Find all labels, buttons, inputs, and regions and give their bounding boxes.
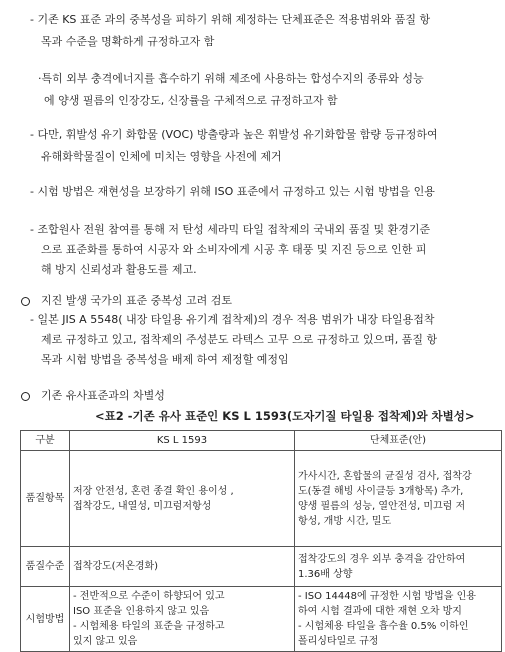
ks-cell (70, 547, 295, 587)
cell-line: 도(동결 해빙 사이클등 3개항목) 추가, (298, 485, 464, 497)
section-2-heading: 기존 유사표준과의 차별성 (41, 389, 165, 402)
cell-line: - 시험체용 타일을 흡수율 0.5% 이하인 (298, 621, 469, 632)
header-group-standard: 단체표준(안) (295, 431, 502, 451)
ks-cell (70, 587, 295, 652)
circle-bullet-icon (21, 392, 30, 401)
row-label: 시험방법 (21, 587, 70, 652)
bullet-2-line-2: 에 양생 필름의 인장강도, 신장률을 구체적으로 규정하고자 함 (44, 94, 338, 107)
table-row (21, 547, 502, 587)
cell-line: 접착강도(저온경화) (73, 561, 159, 572)
cell-line: 저장 안전성, 혼련 종결 확인 용이성 , (73, 485, 234, 497)
cell-line: 접착강도, 내열성, 미끄럼저항성 (73, 500, 212, 512)
table-caption: <표2 -기존 유사 표준인 KS L 1593(도자기질 타일용 접착제)와 차별성> (95, 409, 475, 423)
cell-line: 있지 않고 있음 (73, 636, 138, 647)
row-label: 품질항목 (21, 451, 70, 547)
row-label: 품질수준 (21, 547, 70, 587)
group-cell (295, 587, 502, 652)
cell-line: - ISO 14448에 규정한 시험 방법을 인용 (298, 591, 476, 602)
circle-bullet-icon (21, 297, 30, 306)
cell-line: - 시험체용 타일의 표준을 규정하고 (73, 621, 225, 632)
cell-line: 양생 필름의 성능, 열안전성, 미끄럼 저 (298, 500, 466, 512)
bullet-1-line-2: 목과 수준을 명확하게 규정하고자 함 (41, 35, 215, 48)
cell-line: 가사시간, 혼합물의 균질성 검사, 접착강 (298, 470, 472, 482)
group-cell (295, 451, 502, 547)
cell-line: 하여 시험 결과에 대한 재현 오차 방지 (298, 606, 462, 617)
section-1-line-1: - 일본 JIS A 5548( 내장 타일용 유기계 접착제)의 경우 적용 범위가 내장 타일용접착 (30, 313, 435, 326)
cell-line: ISO 표준을 인용하지 않고 있음 (73, 606, 210, 617)
cell-line: 접착강도의 경우 외부 충격을 감안하여 (298, 553, 466, 565)
bullet-5-line-1: - 조합원사 전원 참여를 통해 저 탄성 세라믹 타일 접착제의 국내외 품질 및 환경기준 (30, 223, 431, 236)
bullet-3-line-1: - 다만, 휘발성 유기 화합물 (VOC) 방출량과 높은 휘발성 유기화합물 함량 등규정하여 (30, 128, 438, 141)
comparison-table (20, 430, 502, 652)
header-category: 구분 (21, 431, 70, 451)
bullet-3-line-2: 유해화학물질이 인체에 미치는 영향을 사전에 제거 (41, 150, 282, 163)
section-1-heading: 지진 발생 국가의 표준 중복성 고려 검토 (41, 294, 232, 307)
bullet-2-line-1: ·특히 외부 충격에너지를 흡수하기 위해 제조에 사용하는 합성수지의 종류와 성능 (38, 72, 424, 85)
bullet-4-line-1: - 시험 방법은 재현성을 보장하기 위해 ISO 표준에서 규정하고 있는 시험 방법을 인용 (30, 185, 435, 198)
cell-line: 1.36배 상향 (298, 568, 353, 580)
bullet-5-line-2: 으로 표준화를 통하여 시공자 와 소비자에게 시공 후 태풍 및 지진 등으로 인한 피 (41, 243, 427, 256)
section-1-line-2: 제로 규정하고 있고, 접착제의 주성분도 라텍스 고무 으로 규정하고 있으며, 품질 항 (41, 333, 438, 346)
cell-line: - 전반적으로 수준이 하향되어 있고 (73, 591, 225, 602)
bullet-5-line-3: 해 방지 신뢰성과 활용도를 제고. (41, 263, 197, 276)
ks-cell (70, 451, 295, 547)
table-row (21, 587, 502, 652)
section-1-line-3: 목과 시험 방법을 중복성을 배제 하여 제정할 예정임 (41, 353, 289, 366)
cell-line: 항성, 개방 시간, 밀도 (298, 515, 392, 527)
table-header-row (21, 431, 502, 451)
table-row (21, 451, 502, 547)
bullet-1-line-1: - 기존 KS 표준 과의 중복성을 피하기 위해 제정하는 단체표준은 적용범위와 품질 항 (30, 13, 431, 26)
header-ks-standard: KS L 1593 (70, 431, 295, 451)
cell-line: 폴리싱타일로 규정 (298, 636, 379, 647)
group-cell (295, 547, 502, 587)
